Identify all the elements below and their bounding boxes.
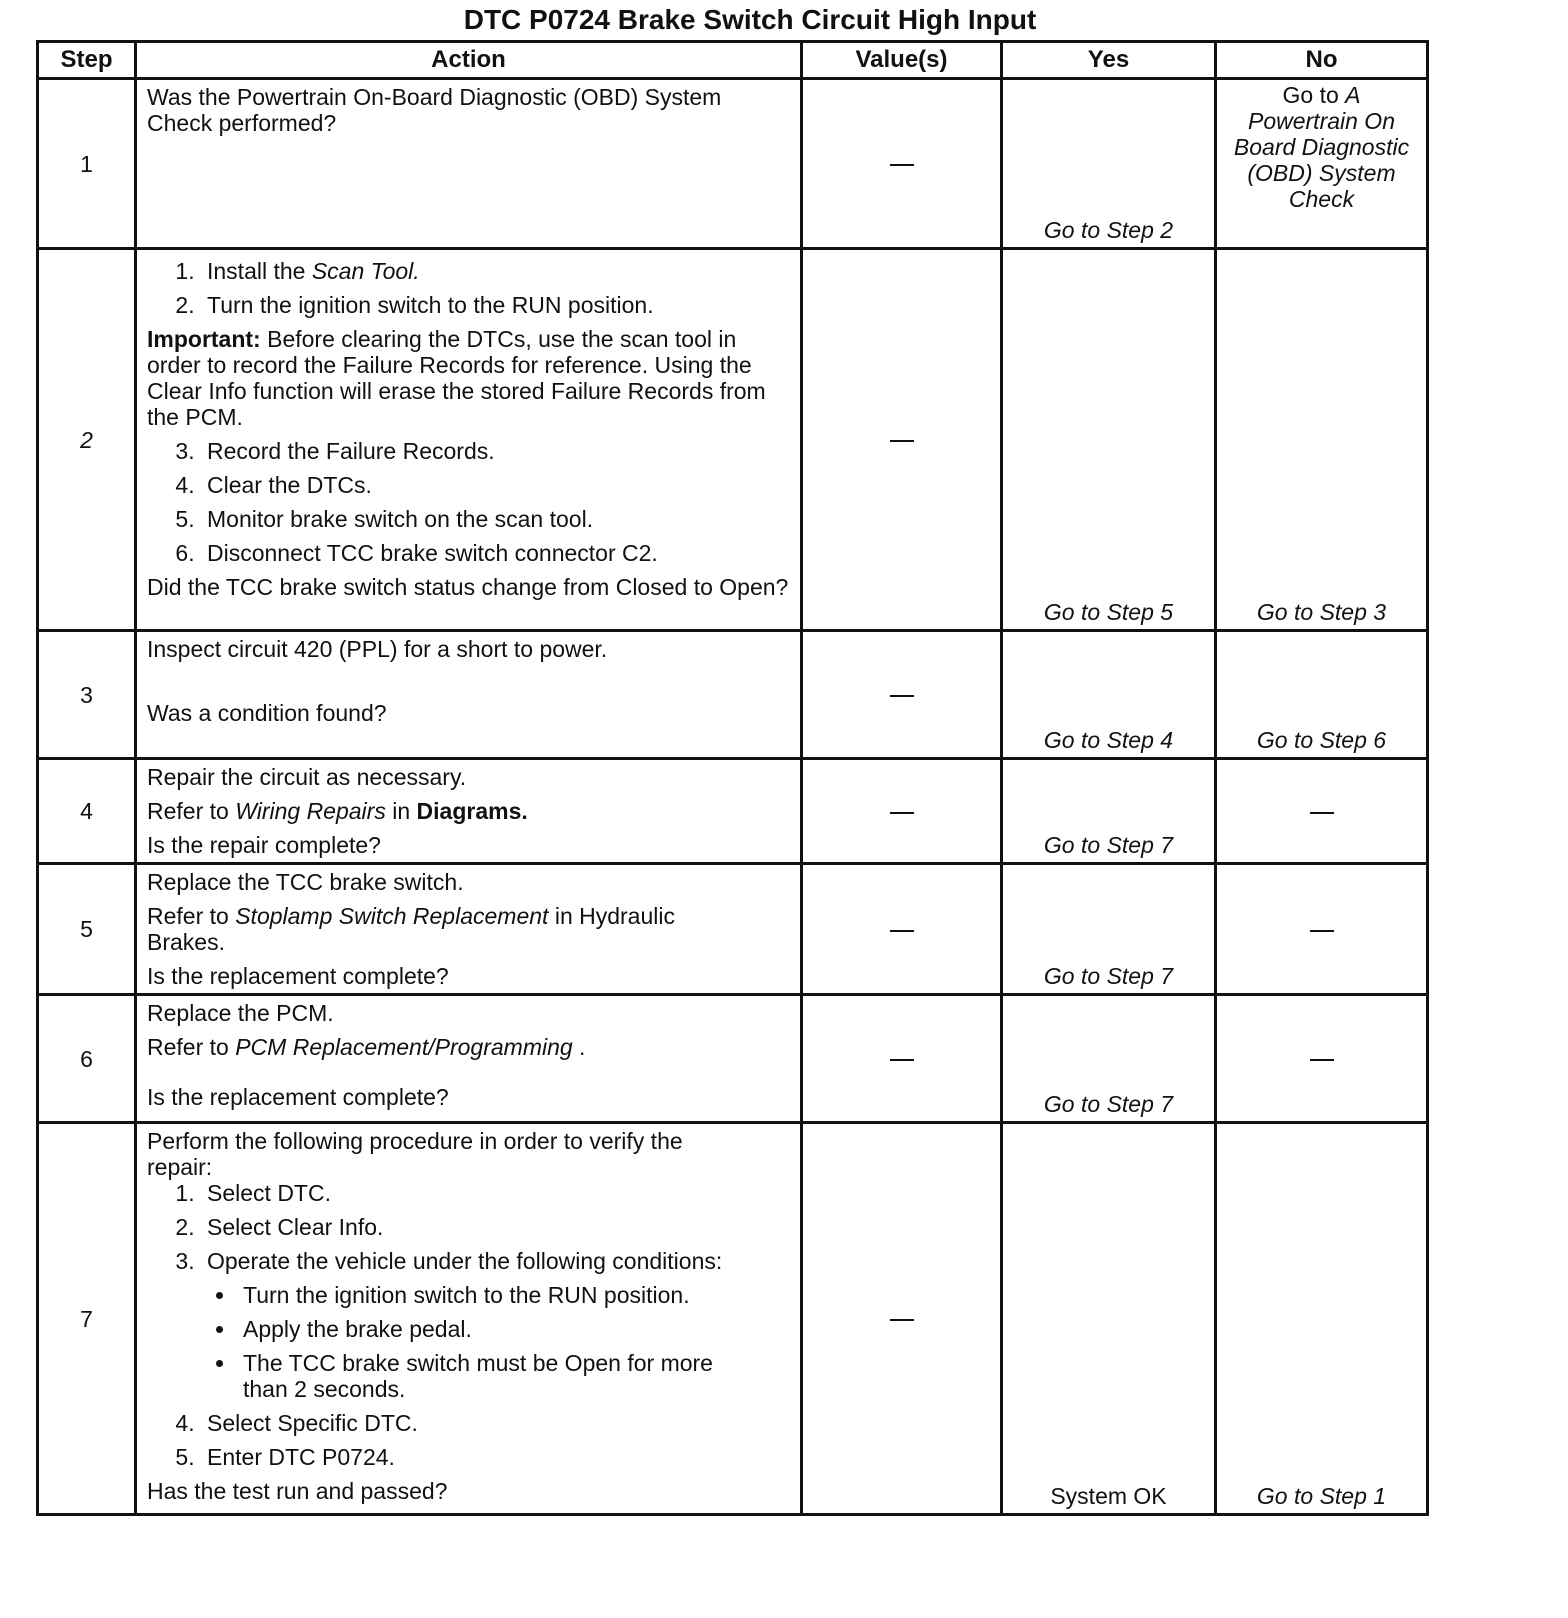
no-cell: [1216, 759, 1428, 864]
value-dash: [890, 1319, 914, 1321]
yes-cell: [1002, 995, 1216, 1123]
header-action: Action: [136, 42, 802, 79]
list-item: 2. Select Clear Info.: [201, 1214, 790, 1240]
no-dash: [1310, 812, 1334, 814]
yes-cell: [1002, 1123, 1216, 1515]
action-question: Has the test run and passed?: [147, 1478, 448, 1504]
no-cell: [1216, 864, 1428, 995]
diagrams-link[interactable]: Diagrams.: [416, 798, 528, 824]
action-cell: [136, 79, 802, 249]
value-cell: [802, 759, 1002, 864]
list-item: 5. Enter DTC P0724.: [201, 1444, 790, 1470]
no-dash: [1310, 1059, 1334, 1061]
value-cell: [802, 79, 1002, 249]
list-item: 4. Select Specific DTC.: [201, 1410, 790, 1436]
header-yes: Yes: [1002, 42, 1216, 79]
step-number: 7: [38, 1123, 136, 1515]
diagnostic-table: [36, 40, 1429, 1516]
bullet-item: • The TCC brake switch must be Open for more than 2 seconds.: [237, 1350, 790, 1402]
no-cell: [1216, 995, 1428, 1123]
step-number: 3: [38, 631, 136, 759]
yes-cell: [1002, 759, 1216, 864]
no-link[interactable]: Go to Step 6: [1256, 727, 1387, 753]
action-cell: [136, 864, 802, 995]
no-cell: [1216, 1123, 1428, 1515]
table-row: [38, 995, 1428, 1123]
action-cell: [136, 995, 802, 1123]
step-number: 4: [38, 759, 136, 864]
list-item: 2. Turn the ignition switch to the RUN position.: [201, 292, 790, 318]
action-reference: Refer to Wiring Repairs in Diagrams.: [147, 798, 528, 824]
value-dash: [890, 695, 914, 697]
step-number: 5: [38, 864, 136, 995]
no-link[interactable]: Go to Step 1: [1256, 1483, 1387, 1509]
header-step: Step: [38, 42, 136, 79]
list-item: 3. Operate the vehicle under the following conditions: • Turn the ignition switch to the RUN position. • Apply the brake pedal. • The TCC brake switch must be Open for more than 2 seconds.: [201, 1248, 790, 1402]
value-cell: [802, 249, 1002, 631]
table-row: [38, 631, 1428, 759]
action-question: Was a condition found?: [147, 700, 387, 726]
table-row: [38, 759, 1428, 864]
yes-cell: [1002, 864, 1216, 995]
no-dash: [1310, 930, 1334, 932]
action-cell: [136, 759, 802, 864]
scan-tool-link[interactable]: Scan Tool.: [311, 258, 420, 284]
value-cell: [802, 631, 1002, 759]
no-cell: [1216, 79, 1428, 249]
action-cell: [136, 1123, 802, 1515]
no-prefix: Go to: [1282, 82, 1346, 108]
yes-link[interactable]: Go to Step 7: [1043, 1091, 1174, 1117]
list-item: 4. Clear the DTCs.: [201, 472, 790, 498]
yes-link[interactable]: Go to Step 5: [1043, 599, 1174, 625]
bullet-item: • Turn the ignition switch to the RUN position.: [237, 1282, 790, 1308]
action-text: Perform the following procedure in order to verify the repair:: [147, 1128, 683, 1180]
no-cell: [1216, 631, 1428, 759]
step-number: 6: [38, 995, 136, 1123]
stoplamp-switch-link[interactable]: Stoplamp Switch Replacement: [235, 903, 549, 929]
header-values: Value(s): [802, 42, 1002, 79]
value-dash: [890, 440, 914, 442]
action-question: Did the TCC brake switch status change from Closed to Open?: [147, 574, 789, 600]
list-item: 5. Monitor brake switch on the scan tool.: [201, 506, 790, 532]
action-reference: Refer to Stoplamp Switch Replacement in Hydraulic Brakes.: [147, 903, 675, 955]
value-cell: [802, 864, 1002, 995]
yes-link[interactable]: Go to Step 7: [1043, 963, 1174, 989]
list-item: 1. Select DTC.: [201, 1180, 790, 1206]
system-ok-text: System OK: [1050, 1483, 1167, 1509]
yes-cell: [1002, 631, 1216, 759]
action-cell: [136, 631, 802, 759]
action-text: Replace the TCC brake switch.: [147, 869, 464, 895]
value-dash: [890, 812, 914, 814]
value-dash: [890, 930, 914, 932]
yes-cell: [1002, 249, 1216, 631]
action-question: Is the repair complete?: [147, 832, 381, 858]
table-row: [38, 864, 1428, 995]
table-row: [38, 79, 1428, 249]
list-item: 1. Install the Scan Tool.: [201, 258, 790, 284]
no-cell: [1216, 249, 1428, 631]
page-title: DTC P0724 Brake Switch Circuit High Input: [463, 4, 1037, 35]
value-cell: [802, 1123, 1002, 1515]
no-link[interactable]: Go to Step 3: [1256, 599, 1387, 625]
table-header-row: [38, 42, 1428, 79]
list-item: 3. Record the Failure Records.: [201, 438, 790, 464]
list-item: 6. Disconnect TCC brake switch connector C2.: [201, 540, 790, 566]
action-question: Is the replacement complete?: [147, 1084, 449, 1110]
table-row: [38, 249, 1428, 631]
action-question: Was the Powertrain On-Board Diagnostic (OBD) System Check performed?: [147, 84, 722, 136]
step-number: 1: [38, 79, 136, 249]
value-cell: [802, 995, 1002, 1123]
bullet-item: • Apply the brake pedal.: [237, 1316, 790, 1342]
header-no: No: [1216, 42, 1428, 79]
action-text: Repair the circuit as necessary.: [147, 764, 467, 790]
pcm-replacement-link[interactable]: PCM Replacement/Programming: [235, 1034, 573, 1060]
action-cell: [136, 249, 802, 631]
action-text: Replace the PCM.: [147, 1000, 334, 1026]
wiring-repairs-link[interactable]: Wiring Repairs: [235, 798, 386, 824]
value-dash: [890, 164, 914, 166]
action-question: Is the replacement complete?: [147, 963, 449, 989]
important-note: Important: Before clearing the DTCs, use the scan tool in order to record the Failure Records for reference. Using the Clear Info function will erase the stored Failure Records from the PCM.: [147, 326, 766, 430]
action-text: Inspect circuit 420 (PPL) for a short to power.: [147, 636, 608, 662]
yes-link[interactable]: Go to Step 2: [1043, 217, 1174, 243]
no-link[interactable]: A Powertrain On Board Diagnostic (OBD) System Check: [1233, 82, 1410, 212]
yes-link[interactable]: Go to Step 7: [1043, 832, 1174, 858]
yes-cell: [1002, 79, 1216, 249]
table-row: [38, 1123, 1428, 1515]
action-reference: Refer to PCM Replacement/Programming .: [147, 1034, 586, 1060]
yes-link[interactable]: Go to Step 4: [1043, 727, 1174, 753]
step-number: 2: [38, 249, 136, 631]
value-dash: [890, 1059, 914, 1061]
